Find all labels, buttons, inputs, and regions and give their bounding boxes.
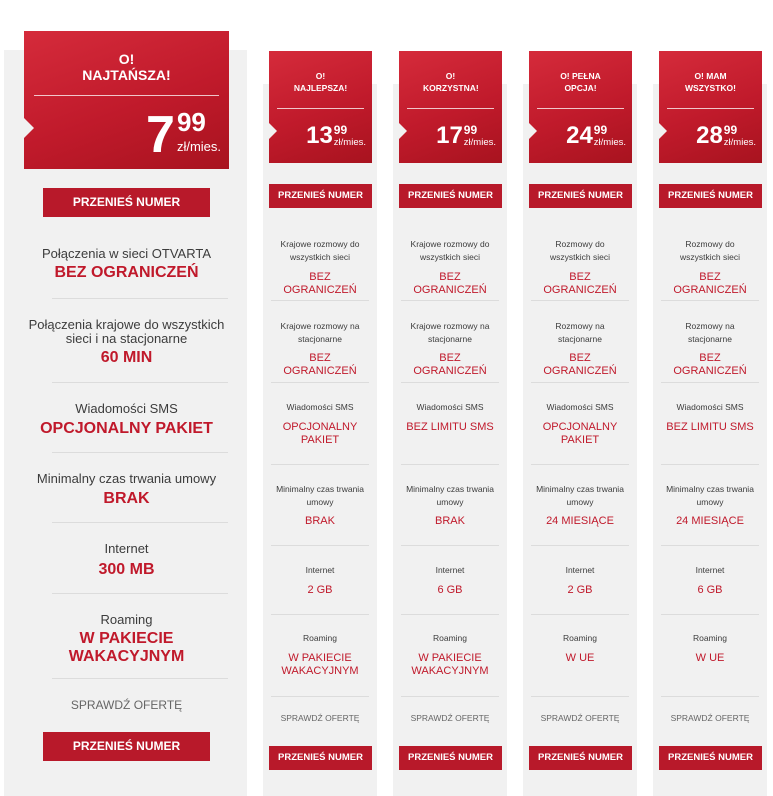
feature-label: Wiadomości SMS <box>416 402 484 412</box>
feature-label: Krajowe rozmowy na stacjonarne <box>410 321 490 344</box>
divider <box>271 545 369 546</box>
feature-label: Rozmowy na stacjonarne <box>555 321 605 344</box>
feature-value: W PAKIECIE WAKACYJNYM <box>411 652 489 677</box>
divider <box>531 545 629 546</box>
transfer-number-button-bottom[interactable]: PRZENIEŚ NUMER <box>269 746 372 770</box>
transfer-number-button-top[interactable]: PRZENIEŚ NUMER <box>399 184 502 208</box>
feature-value: BEZ OGRANICZEŃ <box>673 352 747 377</box>
check-offer-link[interactable]: SPRAWDŹ OFERTĘ <box>280 713 360 723</box>
feature-value: 300 MB <box>98 561 155 578</box>
feature-label: Minimalny czas trwania umowy <box>536 484 624 507</box>
plan-title: O! PEŁNA OPCJA! <box>560 71 601 93</box>
feature-label: Krajowe rozmowy do wszystkich sieci <box>280 239 360 262</box>
transfer-number-button-bottom[interactable]: PRZENIEŚ NUMER <box>659 746 762 770</box>
plan-header-pelna-opcja <box>529 51 632 163</box>
price-cents: 99 <box>333 123 348 137</box>
feature-label: Krajowe rozmowy na stacjonarne <box>280 321 360 344</box>
plan-price <box>436 124 496 148</box>
feature-label: Roaming <box>302 633 338 643</box>
feature-value: OPCJONALNY PAKIET <box>282 421 358 446</box>
check-offer-link[interactable]: SPRAWDŹ OFERTĘ <box>670 713 750 723</box>
divider <box>401 300 499 301</box>
divider <box>661 545 759 546</box>
feature-value: W PAKIECIE WAKACYJNYM <box>68 630 185 665</box>
feature-label: Połączenia krajowe do wszystkich sieci i na stacjonarne <box>28 317 225 346</box>
feature-value: OPCJONALNY PAKIET <box>40 420 213 437</box>
divider <box>271 614 369 615</box>
feature-value: 24 MIESIĄCE <box>676 515 744 527</box>
price-integer: 24 <box>566 122 593 149</box>
feature-value: BRAK <box>103 490 150 507</box>
check-offer-link[interactable]: SPRAWDŹ OFERTĘ <box>70 698 183 712</box>
feature-value: BEZ LIMITU SMS <box>406 421 494 433</box>
header-divider <box>277 108 364 109</box>
price-unit: zł/mies. <box>593 137 626 148</box>
feature-value: 2 GB <box>567 584 593 596</box>
plan-header-najtansza <box>24 31 229 169</box>
feature-label: Roaming <box>692 633 728 643</box>
feature-label: Internet <box>305 565 335 575</box>
transfer-number-button-bottom[interactable]: PRZENIEŚ NUMER <box>529 746 632 770</box>
feature-value: BEZ OGRANICZEŃ <box>283 352 357 377</box>
header-notch <box>24 118 34 138</box>
divider <box>271 300 369 301</box>
divider <box>401 382 499 383</box>
check-offer-link[interactable]: SPRAWDŹ OFERTĘ <box>540 713 620 723</box>
plan-header-korzystna <box>399 51 502 163</box>
divider <box>271 382 369 383</box>
price-integer: 28 <box>696 122 723 149</box>
plan-header-mam-wszystko <box>659 51 762 163</box>
divider <box>531 464 629 465</box>
price-unit: zł/mies. <box>723 137 756 148</box>
feature-label: Roaming <box>432 633 468 643</box>
feature-value: BEZ LIMITU SMS <box>666 421 754 433</box>
divider <box>401 464 499 465</box>
price-integer: 17 <box>436 122 463 149</box>
feature-value: 24 MIESIĄCE <box>546 515 614 527</box>
feature-label: Połączenia w sieci OTVARTA <box>41 246 212 261</box>
transfer-number-button-bottom[interactable]: PRZENIEŚ NUMER <box>43 732 210 761</box>
feature-value: 2 GB <box>307 584 333 596</box>
header-notch <box>659 123 667 139</box>
feature-value: BEZ OGRANICZEŃ <box>413 352 487 377</box>
feature-value: 60 MIN <box>100 349 153 366</box>
divider <box>531 382 629 383</box>
divider <box>661 696 759 697</box>
divider <box>661 614 759 615</box>
feature-label: Krajowe rozmowy do wszystkich sieci <box>410 239 490 262</box>
header-notch <box>269 123 277 139</box>
divider <box>401 545 499 546</box>
transfer-number-button-top[interactable]: PRZENIEŚ NUMER <box>529 184 632 208</box>
plan-price <box>696 124 756 148</box>
divider <box>531 696 629 697</box>
feature-value: 6 GB <box>437 584 463 596</box>
check-offer-link[interactable]: SPRAWDŹ OFERTĘ <box>410 713 490 723</box>
feature-label: Roaming <box>100 612 153 627</box>
feature-label: Roaming <box>562 633 598 643</box>
feature-value: BEZ OGRANICZEŃ <box>54 264 199 281</box>
feature-label: Wiadomości SMS <box>676 402 744 412</box>
transfer-number-button-top[interactable]: PRZENIEŚ NUMER <box>43 188 210 217</box>
divider <box>52 452 228 453</box>
feature-value: BEZ OGRANICZEŃ <box>283 271 357 296</box>
feature-value: BRAK <box>305 515 335 527</box>
divider <box>401 614 499 615</box>
feature-value: BRAK <box>435 515 465 527</box>
divider <box>52 678 228 679</box>
transfer-number-button-top[interactable]: PRZENIEŚ NUMER <box>659 184 762 208</box>
price-cents: 99 <box>176 107 206 137</box>
header-notch <box>529 123 537 139</box>
feature-value: BEZ OGRANICZEŃ <box>543 271 617 296</box>
divider <box>52 298 228 299</box>
price-cents: 99 <box>723 123 738 137</box>
feature-label: Internet <box>695 565 725 575</box>
plan-title: O! KORZYSTNA! <box>423 71 479 93</box>
feature-value: BEZ OGRANICZEŃ <box>413 271 487 296</box>
feature-value: W UE <box>565 652 595 664</box>
feature-label: Minimalny czas trwania umowy <box>666 484 754 507</box>
price-cents: 99 <box>463 123 478 137</box>
price-unit: zł/mies. <box>333 137 366 148</box>
divider <box>52 522 228 523</box>
feature-value: BEZ OGRANICZEŃ <box>673 271 747 296</box>
feature-label: Rozmowy do wszystkich sieci <box>680 239 740 262</box>
divider <box>661 464 759 465</box>
divider <box>52 593 228 594</box>
plan-header-najlepsza <box>269 51 372 163</box>
plan-title: O! NAJTAŃSZA! <box>82 51 171 84</box>
feature-label: Internet <box>104 541 149 556</box>
divider <box>271 464 369 465</box>
feature-value: W UE <box>695 652 725 664</box>
header-divider <box>34 95 219 96</box>
plan-title: O! MAM WSZYSTKO! <box>685 71 736 93</box>
header-notch <box>399 123 407 139</box>
plan-price <box>566 124 626 148</box>
feature-label: Internet <box>435 565 465 575</box>
divider <box>661 382 759 383</box>
feature-value: BEZ OGRANICZEŃ <box>543 352 617 377</box>
header-divider <box>537 108 624 109</box>
feature-label: Minimalny czas trwania umowy <box>276 484 364 507</box>
feature-label: Wiadomości SMS <box>75 401 178 416</box>
price-integer: 7 <box>146 106 175 164</box>
feature-value: W PAKIECIE WAKACYJNYM <box>281 652 359 677</box>
divider <box>531 300 629 301</box>
divider <box>401 696 499 697</box>
feature-label: Wiadomości SMS <box>286 402 354 412</box>
feature-label: Minimalny czas trwania umowy <box>36 471 217 486</box>
feature-label: Wiadomości SMS <box>546 402 614 412</box>
feature-value: 6 GB <box>697 584 723 596</box>
divider <box>52 382 228 383</box>
transfer-number-button-bottom[interactable]: PRZENIEŚ NUMER <box>399 746 502 770</box>
plan-price <box>146 106 221 164</box>
divider <box>661 300 759 301</box>
feature-label: Internet <box>565 565 595 575</box>
divider <box>531 614 629 615</box>
plan-title: O! NAJLEPSZA! <box>293 71 348 93</box>
transfer-number-button-top[interactable]: PRZENIEŚ NUMER <box>269 184 372 208</box>
divider <box>271 696 369 697</box>
price-unit: zł/mies. <box>176 139 221 154</box>
price-unit: zł/mies. <box>463 137 496 148</box>
plan-price <box>306 124 366 148</box>
price-integer: 13 <box>306 122 333 149</box>
feature-label: Rozmowy na stacjonarne <box>685 321 735 344</box>
feature-label: Minimalny czas trwania umowy <box>406 484 494 507</box>
feature-label: Rozmowy do wszystkich sieci <box>550 239 610 262</box>
price-cents: 99 <box>593 123 608 137</box>
header-divider <box>667 108 754 109</box>
header-divider <box>407 108 494 109</box>
feature-value: OPCJONALNY PAKIET <box>542 421 618 446</box>
